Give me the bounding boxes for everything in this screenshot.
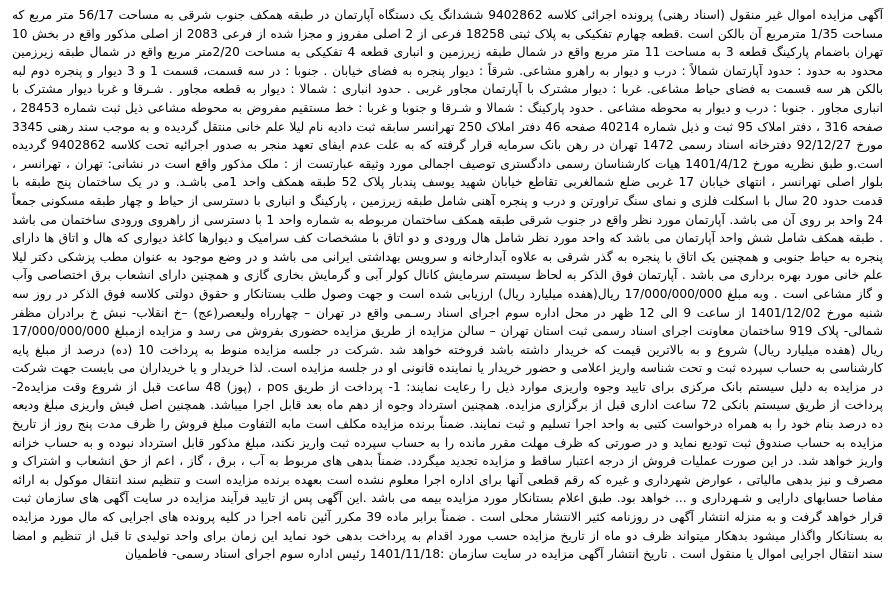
auction-notice-text: آگهی مزایده اموال غیر منقول (اسناد رهنی) پرونده اجرائی کلاسه 9402862 ششدانگ یک دستگاه آپارتمان در طبقه همکف جنوب شرقی به مساحت 56/17 متر مربع که مساحت 1/35 مترمربع آن بالکن است .قطعه چهارم تفکیکی به پلاک ثبتی 18258 فرعی از 2 اصلی مفروز و مجزا شده از فرعی 2083 از اصلی مذکور واقع در بخش 10 تهران باضمام پارکینگ قطعه 3 به مساحت 11 متر مربع واقع در شمال طبقه زیرزمین و انباری قطعه 4 تفکیکی به مساحت 2/20متر مربع واقع در شمال طبقه زیرزمین محدود به حدود : حدود آپارتمان شمالاً : درب و دیوار به راهرو مشاعی. شرقاً : دیوار پنجره به فضای خیابان . جنوبا : در سه قسمت، قسمت 1 و 3 دیوار و پنجره دوم لبه بالکن هر سه قسمت به فضای حیاط مشاعی. غربا : دیوار مشترک با آپارتمان مجاور غربی . حدود انباری : شمالا : دیوار به قطعه مجاور . شـرقا و غربا دیوار مشترک با انباری مجاور . جنوبا : درب و دیوار به محوطه مشاعی . حدود پارکینگ : شمالا و شـرقا و جنوبا و غربا : خط مستقیم مفروض به محوطه مشاعی ذیل ثبت شماره 28453 ، صفحه 316 ، دفتر املاک 95 ثبت و ذیل شماره 40214 صفحه 46 دفتر املاک 250 تهرانسر سابقه ثبت دادیه نام لیلا علم خانی منتقل گردیده و به موجب سند رهنی 3345 مورخ 92/12/27 دفترخانه اسناد رسمی 1472 تهران در رهن بانک سرمایه قرار گرفته که به علت عدم ایفای تعهد منجر به صدور اجرائیه تحت کلاسه 9402862 گردیده است.و طبق نظریه مورخ 1401/4/12 هیات کارشناسان رسمی دادگستری توصیف اجمالی مورد وثیقه عبارتست از : ملک مذکور واقع است در نشانی: تهران ، تهرانسر ، بلوار اصلی تهرانسر ، انتهای خیابان 17 غربی ضلع شمالغربی تقاطع خیابان شهید یوسف پندبار پلاک 52 طبقه همکف واحد 1می باشـد. و در یک ساختمان پنج طبقه با قدمت حدود 20 سال با اسکلت فلزی و نمای سنگ تراورتن و درب و پنجره آهنی شامل طبقه زیرزمین ، پارکینگ و انباری با دسترسی از حیاط و چهار طبقه مسکونی جمعاً 24 واحد بر روی آن می باشد. آپارتمان مورد نظر واقع در جنوب شرقی طبقه همکف ساختمان مربوطه به شماره واحد 1 با دسترسی از راهروی ورودی ساختمان می باشد . طبقه همکف شامل شش واحد آپارتمان می باشد که واحد مورد نظر شامل هال ورودی و دو اتاق با مشخصات کف سرامیک و دیوارها کاغذ دیواری که هال و اتاق ها دارای پنجره به حیاط جنوبی و همچنین یک اتاق با پنجره به گذر شرقی به علاوه آبدارخانه و سرویس بهداشتی ایرانی می باشد و در وضع موجود به عنوان مطب پزشکی دکتر لیلا علم خانی مورد بهره برداری می باشد . آپارتمان فوق الذکر به لحاظ سیستم سرمایش کانال کولر آبی و گرمایش بخاری گازی و همچنین دارای انشعاب برق اختصاصی وآب و گاز مشاعی است . وبه مبلغ 17/000/000/000 ریال(هفده میلیارد ریال) ارزیابی شده است و جهت وصول طلب بستانکار و حقوق دولتی کلاسه فوق الذکر در روز سه شنبه مورخ 1401/12/02 از ساعت 9 الی 12 ظهر در محل اداره سوم اجرای اسناد رسـمی واقع در تهران – چهارراه ولیعصر(عج) –خ انقلاب- نبش خ برادران مظفر شمالی- پلاک 919 ساختمان معاونت اجرای اسناد رسمی ثبت استان تهران – سالن مزایده از طریق مزایده حضوری بفروش می رسد و مزایده ازمبلغ 17/000/000/000 ریال (هفده میلیارد ریال) شروع و به بالاترین قیمت که خریدار داشته باشد فروخته خواهد شد .شرکت در جلسه مزایده منوط به پرداخت 10 (ده) درصد از مبلغ پایه کارشناسی به حساب سپرده ثبت و تحت شناسه واریز اعلامی و حضور خریدار یا نماینده قانونی او در جلسه مزایده است. لذا خریدار و یا خریداران می بایست جهت شرکت در مزایده به دلیل سیستم بانک مرکزی برای تایید وجوه واریزی موارد ذیل را رعایت نمایند: 1- پرداخت از طریق pos ، (پوز) 48 ساعت قبل از شروع وقت مزایده2- پرداخت از طریق سیستم بانکی 72 ساعت اداری قبل از برگزاری مزایده. همچنین استرداد وجوه از دهم ماه بعد قابل اجرا میباشد. همچنین اصل فیش واریزی مبلغ ودیعه ده درصد بنام خود را به همراه درخواست کتبی به واحد اجرا تسلیم و ثبت نمایند. ضمناً برنده مزایده مکلف است مابه التفاوت مبلغ فروش را ظرف مدت پنج روز از تاریخ مزایده به حساب صندوق ثبت تودیع نماید و در صورتی که ظرف مهلت مقرر مانده را به حساب سپرده ثبت واریز نکند، مبلغ مذکور قابل استرداد نبوده و به حساب خزانه واریز خواهد شد. در این صورت عملیات فروش از درجه اعتبار ساقط و مزایده تجدید میگردد. ضمناً بدهی های مربوط به آب ، برق ، گاز ، اعم از حق انشعاب و اشتراک و مصرف و نیز بدهی مالیاتی ، عوارض شهرداری و غیره که رقم قطعی آنها برای اداره اجرا معلوم نشده است بعهده برنده مزایده است و تنظیم سند انتقال موکول به ارائه مفاصا حسابهای دارایی و شـهرداری و ... خواهد بود. طبق اعلام بستانکار مورد مزایده بیمه می باشد .این آگهی پس از تایید فرآیند مزایده در سایت آگهی های سازمان ثبت قرار خواهد گرفت و به منزله انتشار آگهی در روزنامه کثیر الانتشار محلی است . ضمناً برابر ماده 39 مکرر آئین نامه اجرا در کلیه پرونده های اجرایی که مال مورد مزایده به بستانکار واگذار میشود بدهکار میتواند ظرف دو ماه از تاریخ مزایده حسب مورد اقدام به پرداخت بدهی خود نماید این زمان برای واحد تولیدی تا قبل از تنظیم و امضا سند انتقال اجرایی اموال یا منقول است . تاریخ انتشار آگهی مزایده در سایت سازمان :1401/11/18 رئیس اداره سوم اجرای اسناد رسمی- فاطمیان: [12, 8, 884, 562]
